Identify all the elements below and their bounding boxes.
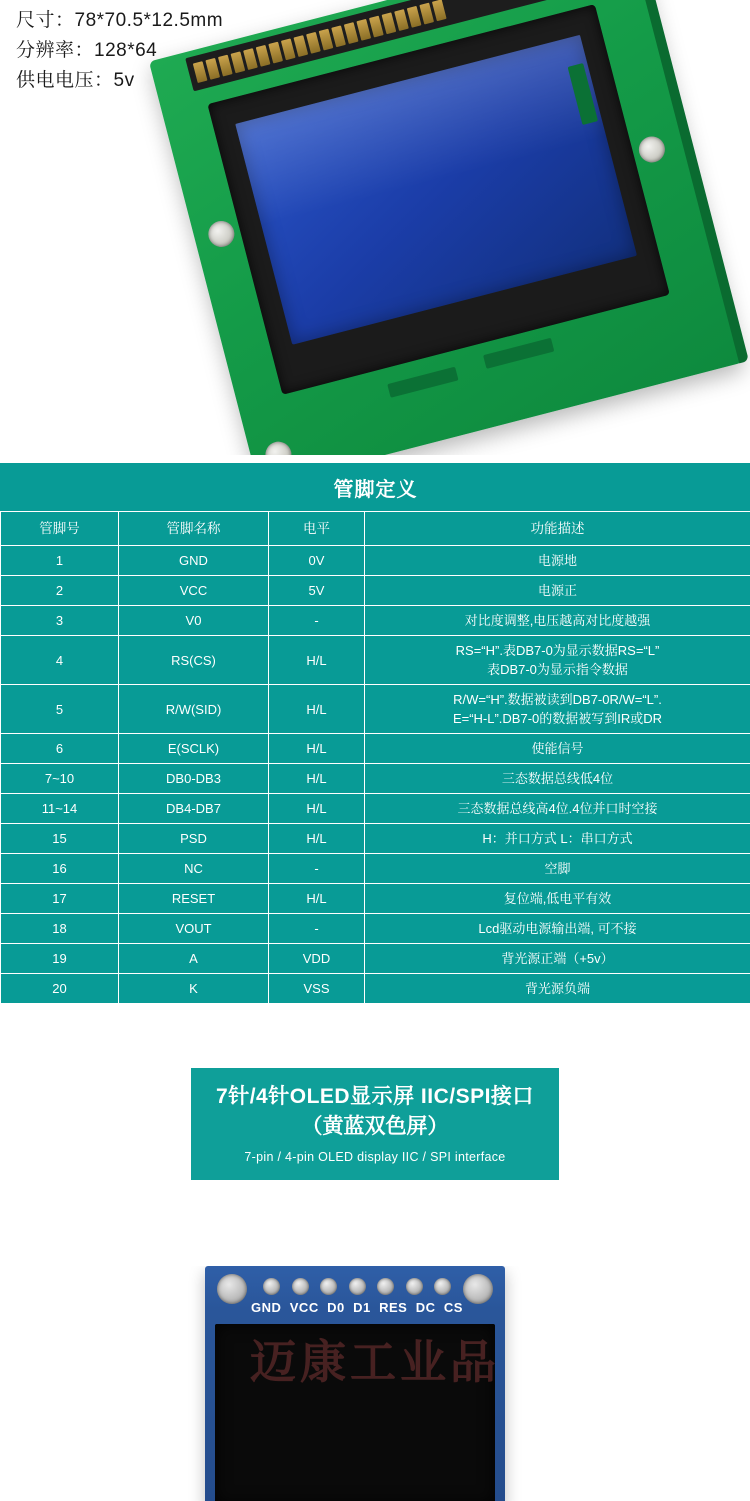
- header-pin: [331, 25, 346, 47]
- cell-pin-name: NC: [119, 854, 269, 884]
- table-row: [1, 854, 750, 884]
- table-row: [1, 764, 750, 794]
- header-pin: [306, 32, 321, 54]
- cell-pin-no: 1: [1, 546, 119, 576]
- cell-pin-no: 17: [1, 884, 119, 914]
- header-pin: [281, 38, 296, 60]
- table-row: [1, 824, 750, 854]
- header-pin: [432, 0, 447, 21]
- oled-pcb: [205, 1266, 505, 1501]
- header-pin: [369, 16, 384, 38]
- cell-pin-desc: 三态数据总线高4位.4位并口时空接: [365, 794, 750, 824]
- oled-pin-label-row: [251, 1300, 463, 1315]
- cell-pin-level: VDD: [269, 944, 365, 974]
- cell-pin-name: VCC: [119, 576, 269, 606]
- table-row: [1, 884, 750, 914]
- cell-pin-desc: 背光源正端（+5v）: [365, 944, 750, 974]
- spec-list: [16, 6, 223, 96]
- pin-table-section: [0, 455, 750, 1034]
- cell-pin-no: 5: [1, 685, 119, 734]
- table-row: [1, 914, 750, 944]
- oled-pin-label: DC: [416, 1300, 436, 1315]
- cell-pin-desc: 背光源负端: [365, 974, 750, 1004]
- oled-pin-label: D0: [327, 1300, 345, 1315]
- cell-pin-name: VOUT: [119, 914, 269, 944]
- cell-pin-level: H/L: [269, 884, 365, 914]
- cell-pin-desc: 电源正: [365, 576, 750, 606]
- pcb-component: [387, 367, 458, 398]
- col-header-pin-name: 管脚名称: [119, 512, 269, 546]
- oled-pin-label: D1: [353, 1300, 371, 1315]
- mounting-hole: [217, 1274, 247, 1304]
- cell-pin-name: RS(CS): [119, 636, 269, 685]
- col-header-level: 电平: [269, 512, 365, 546]
- oled-pin-label: RES: [379, 1300, 407, 1315]
- cell-pin-desc: 电源地: [365, 546, 750, 576]
- cell-pin-level: -: [269, 606, 365, 636]
- cell-pin-level: 5V: [269, 576, 365, 606]
- cell-pin-desc: 复位端,低电平有效: [365, 884, 750, 914]
- cell-pin-level: H/L: [269, 636, 365, 685]
- cell-pin-level: H/L: [269, 794, 365, 824]
- oled-pin-pad: [349, 1278, 366, 1295]
- cell-pin-no: 7~10: [1, 764, 119, 794]
- cell-pin-name: GND: [119, 546, 269, 576]
- cell-pin-desc: 使能信号: [365, 734, 750, 764]
- oled-pin-pad: [263, 1278, 280, 1295]
- cell-pin-level: H/L: [269, 734, 365, 764]
- header-pin: [243, 48, 258, 70]
- cell-pin-name: A: [119, 944, 269, 974]
- cell-pin-level: VSS: [269, 974, 365, 1004]
- cell-pin-name: K: [119, 974, 269, 1004]
- table-row: [1, 606, 750, 636]
- oled-pin-pad: [406, 1278, 423, 1295]
- header-pin: [256, 45, 271, 67]
- mounting-hole: [463, 1274, 493, 1304]
- spec-voltage: 供电电压：5v: [16, 66, 223, 96]
- cell-pin-level: H/L: [269, 824, 365, 854]
- cell-pin-level: H/L: [269, 685, 365, 734]
- col-header-pin-no: 管脚号: [1, 512, 119, 546]
- header-pin: [394, 9, 409, 31]
- header-pin: [419, 3, 434, 25]
- oled-banner: [191, 1068, 559, 1180]
- cell-pin-desc: 对比度调整,电压越高对比度越强: [365, 606, 750, 636]
- oled-banner-line2: （黄蓝双色屏）: [201, 1112, 549, 1142]
- spec-size: 尺寸：78*70.5*12.5mm: [16, 6, 223, 36]
- oled-pin-pads: [263, 1278, 451, 1295]
- cell-pin-no: 6: [1, 734, 119, 764]
- cell-pin-name: DB0-DB3: [119, 764, 269, 794]
- cell-pin-no: 11~14: [1, 794, 119, 824]
- cell-pin-desc: 三态数据总线低4位: [365, 764, 750, 794]
- table-header-row: [1, 512, 750, 546]
- pin-table-body: [1, 546, 750, 1004]
- oled-section: [0, 1034, 750, 1501]
- table-row: [1, 974, 750, 1004]
- cell-pin-no: 3: [1, 606, 119, 636]
- header-pin: [268, 42, 283, 64]
- oled-pin-pad: [292, 1278, 309, 1295]
- table-row: [1, 546, 750, 576]
- mounting-hole: [263, 439, 295, 455]
- cell-pin-name: E(SCLK): [119, 734, 269, 764]
- header-pin: [407, 6, 422, 28]
- oled-pin-pad: [320, 1278, 337, 1295]
- cell-pin-desc: R/W=“H”.数据被读到DB7-0R/W=“L”. E=“H-L”.DB7-0的数据被写到IR或DR: [365, 685, 750, 734]
- cell-pin-level: 0V: [269, 546, 365, 576]
- spec-resolution: 分辨率：128*64: [16, 36, 223, 66]
- table-row: [1, 794, 750, 824]
- cell-pin-desc: RS=“H”.表DB7-0为显示数据RS=“L” 表DB7-0为显示指令数据: [365, 636, 750, 685]
- cell-pin-no: 19: [1, 944, 119, 974]
- pcb-board: [149, 0, 743, 455]
- col-header-function: 功能描述: [365, 512, 750, 546]
- cell-pin-level: -: [269, 914, 365, 944]
- pcb-component: [483, 338, 554, 369]
- cell-pin-level: H/L: [269, 764, 365, 794]
- oled-pin-label: CS: [444, 1300, 463, 1315]
- oled-banner-line3: 7-pin / 4-pin OLED display IIC / SPI interface: [201, 1150, 549, 1164]
- cell-pin-no: 16: [1, 854, 119, 884]
- header-pin: [344, 22, 359, 44]
- oled-module-photo: [0, 1266, 750, 1501]
- oled-pin-pad: [377, 1278, 394, 1295]
- oled-pin-label: GND: [251, 1300, 281, 1315]
- header-pin: [356, 19, 371, 41]
- table-row: [1, 685, 750, 734]
- mounting-hole: [205, 218, 237, 250]
- cell-pin-name: RESET: [119, 884, 269, 914]
- table-row: [1, 944, 750, 974]
- cell-pin-desc: Lcd驱动电源输出端, 可不接: [365, 914, 750, 944]
- watermark-text: 迈康工业品: [0, 1326, 750, 1392]
- cell-pin-desc: H：并口方式 L：串口方式: [365, 824, 750, 854]
- table-row: [1, 636, 750, 685]
- mounting-hole: [636, 134, 668, 166]
- hero-section: [0, 0, 750, 455]
- cell-pin-desc: 空脚: [365, 854, 750, 884]
- cell-pin-name: DB4-DB7: [119, 794, 269, 824]
- oled-pin-pad: [434, 1278, 451, 1295]
- cell-pin-name: V0: [119, 606, 269, 636]
- cell-pin-no: 20: [1, 974, 119, 1004]
- oled-pin-label: VCC: [290, 1300, 319, 1315]
- header-pin: [293, 35, 308, 57]
- cell-pin-no: 2: [1, 576, 119, 606]
- cell-pin-no: 18: [1, 914, 119, 944]
- table-row: [1, 576, 750, 606]
- table-row: [1, 734, 750, 764]
- oled-banner-line1: 7针/4针OLED显示屏 IIC/SPI接口: [201, 1082, 549, 1112]
- cell-pin-no: 15: [1, 824, 119, 854]
- cell-pin-name: PSD: [119, 824, 269, 854]
- cell-pin-level: -: [269, 854, 365, 884]
- pin-table-title: 管脚定义: [0, 463, 750, 511]
- header-pin: [231, 51, 246, 73]
- cell-pin-name: R/W(SID): [119, 685, 269, 734]
- oled-screen: [215, 1324, 495, 1501]
- header-pin: [382, 12, 397, 34]
- cell-pin-no: 4: [1, 636, 119, 685]
- pcb-edge: [629, 0, 749, 363]
- header-pin: [319, 29, 334, 51]
- pin-definition-table: [0, 463, 750, 1004]
